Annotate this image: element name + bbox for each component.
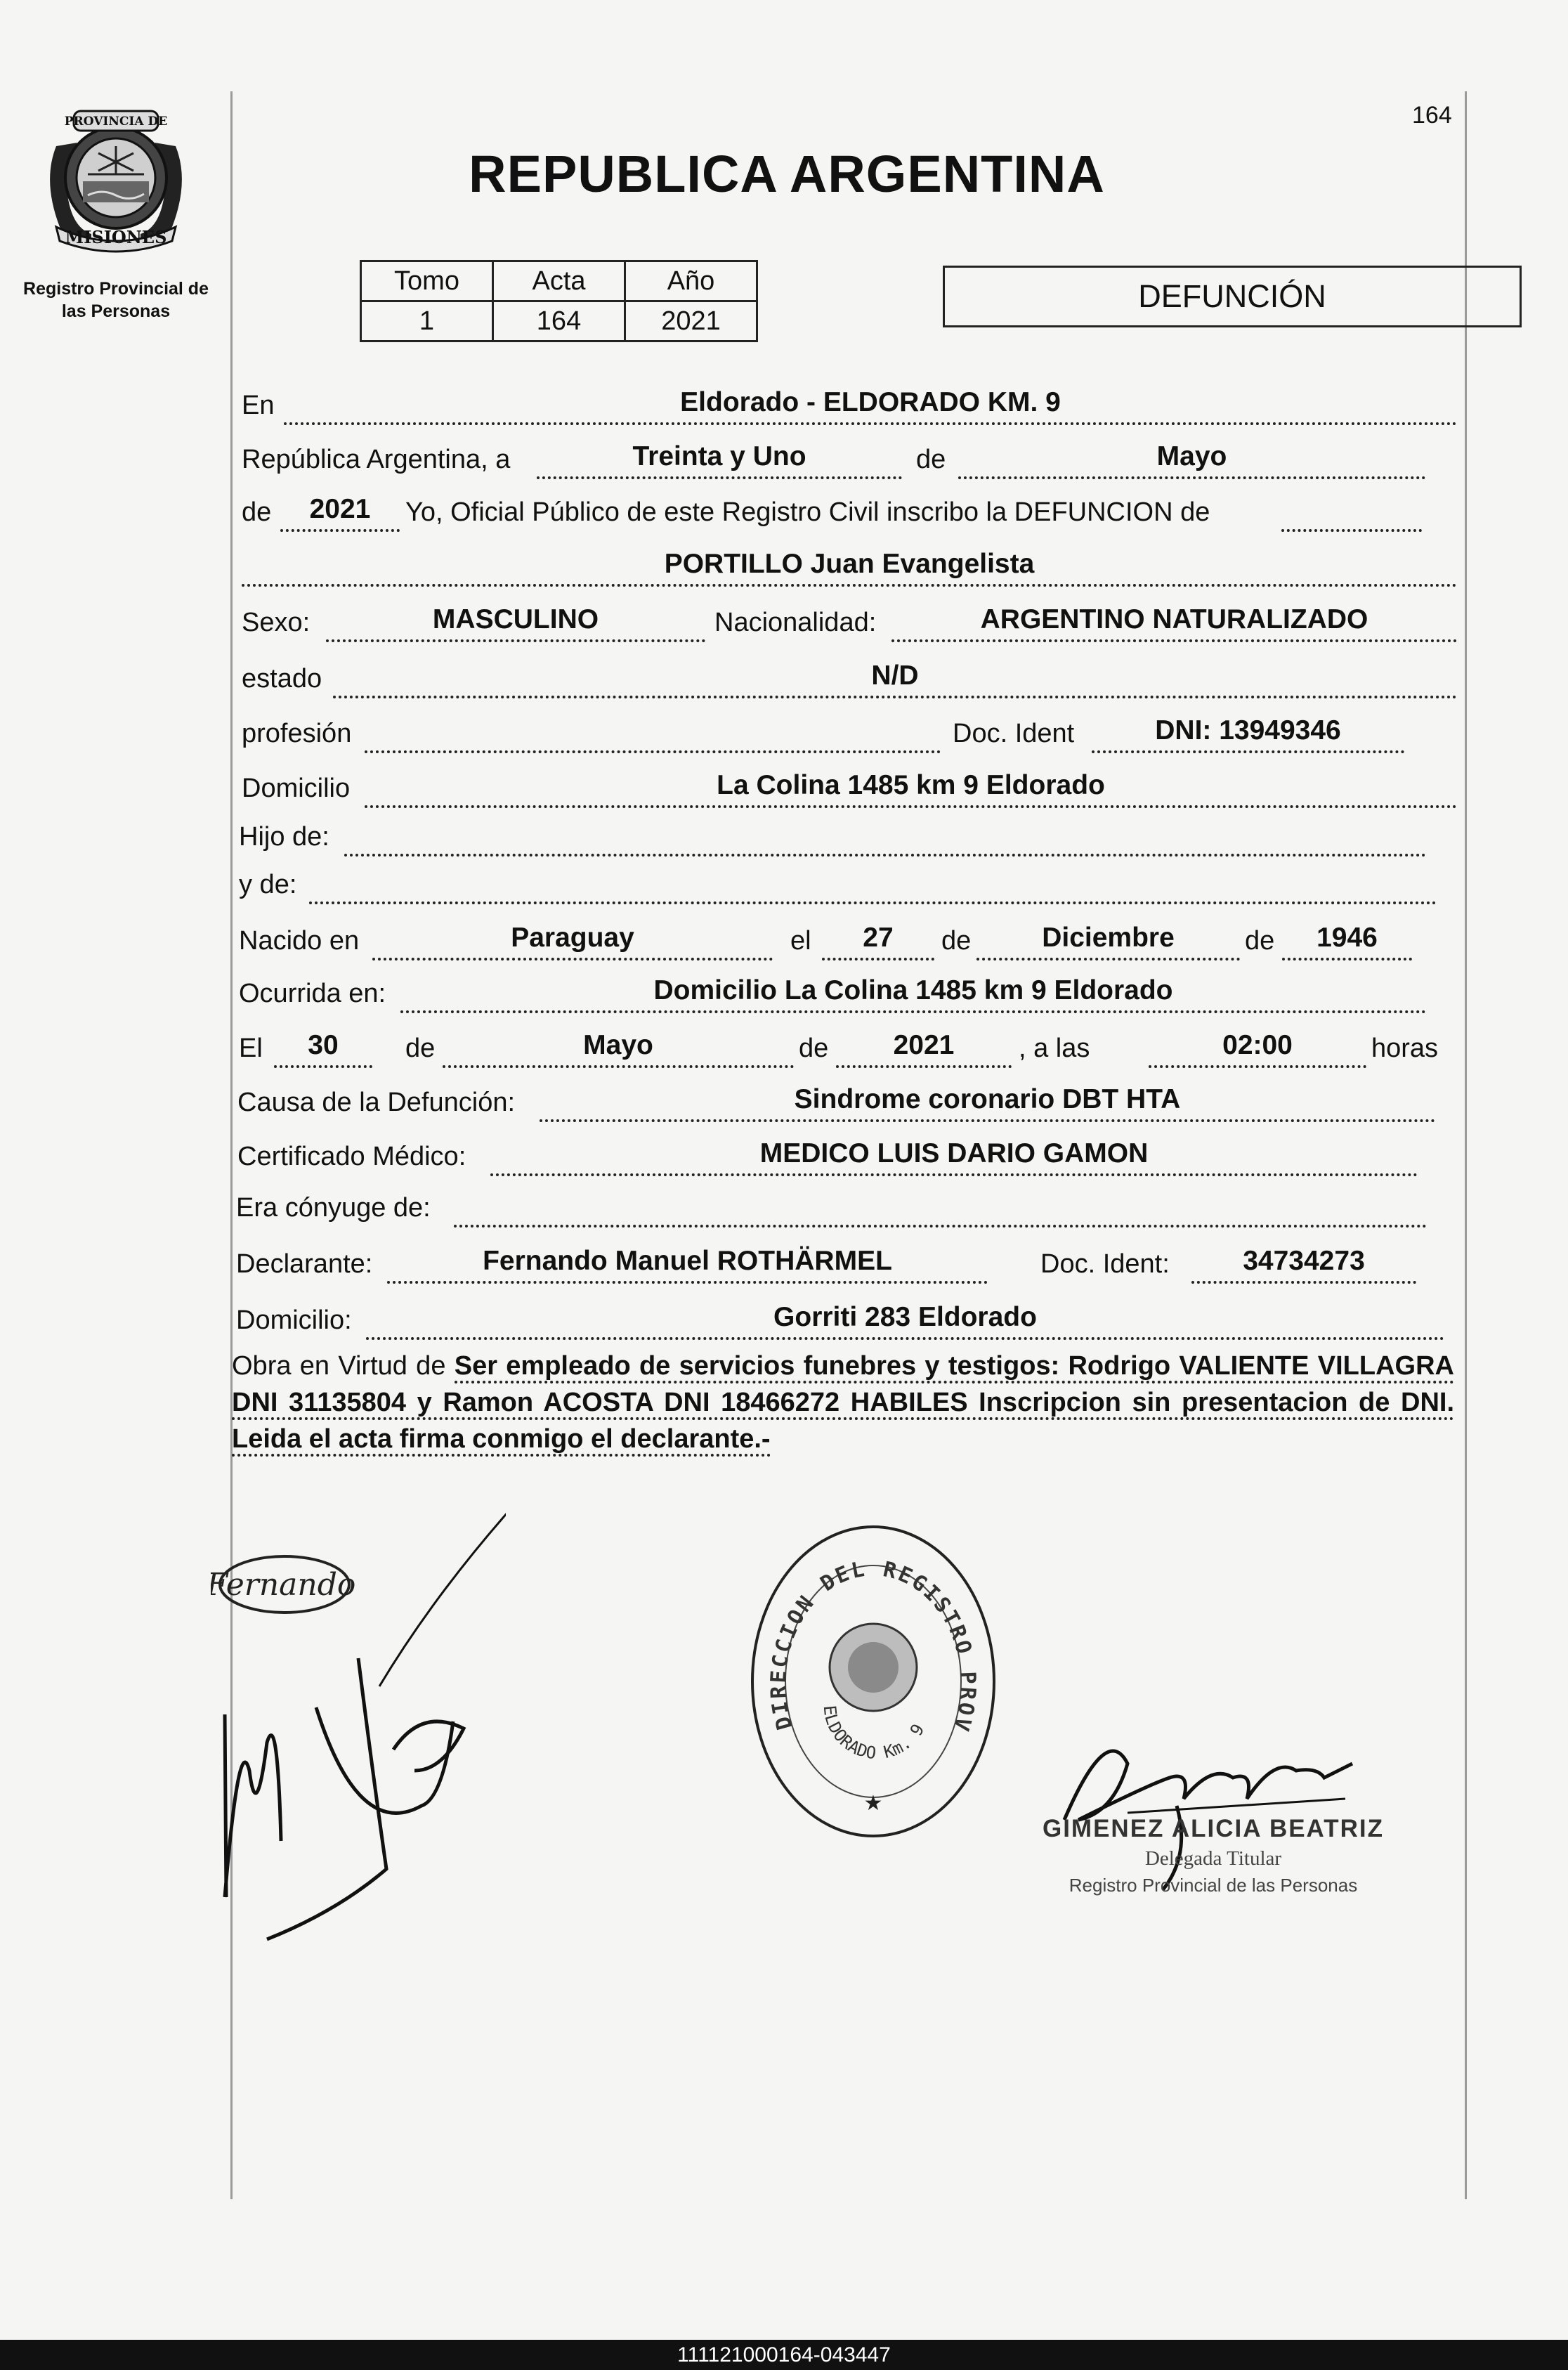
province-seal-logo: [35, 104, 197, 259]
alas-label: , a las: [1019, 1034, 1090, 1063]
domicilio-label: Domicilio: [242, 774, 351, 803]
death-time-field: [1149, 1031, 1366, 1068]
birth-day-field: [822, 924, 934, 961]
yde-label: y de:: [239, 870, 297, 899]
death-month-value: Mayo: [583, 1030, 653, 1060]
certificado-value: MEDICO LUIS DARIO GAMON: [759, 1138, 1149, 1168]
page-number: 164: [1412, 102, 1452, 129]
sexo-value: MASCULINO: [432, 604, 599, 634]
official-name: GIMENEZ ALICIA BEATRIZ: [1042, 1815, 1384, 1842]
row-certificado: [237, 1140, 1460, 1182]
row-decl-domicilio: [236, 1303, 1458, 1346]
value-acta: 164: [493, 301, 625, 341]
row-nacido: [239, 924, 1461, 966]
obra-text: Ser empleado de servicios funebres y testigos: Rodrigo VALIENTE VILLAGRA DNI 31135804 y Ramon ACOSTA DNI 18466272 HABILES Inscripcion sin presentacion de DNI. Leida el acta firma conmigo el declarante.-: [232, 1351, 1454, 1457]
profesion-label: profesión: [242, 719, 352, 748]
certificado-field: [490, 1140, 1418, 1176]
death-time-value: 02:00: [1222, 1030, 1293, 1060]
deceased-name-field: [242, 550, 1457, 587]
row-nombre: [242, 550, 1464, 592]
en-label: En: [242, 391, 275, 420]
registry-label: [11, 278, 221, 323]
ocurrida-value: Domicilio La Colina 1485 km 9 Eldorado: [653, 975, 1173, 1005]
row-fecha-defuncion: [239, 1031, 1461, 1074]
row-profesion: [242, 717, 1464, 759]
nacionalidad-field: [891, 606, 1457, 642]
doc-label: Doc. Ident: [953, 719, 1075, 748]
day-words-value: Treinta y Uno: [632, 441, 806, 471]
seal-text-top: PROVINCIA DE: [64, 115, 168, 129]
year-field: [280, 495, 400, 532]
document-title: REPUBLICA ARGENTINA: [469, 145, 1105, 203]
conyuge-label: Era cónyuge de:: [236, 1193, 431, 1223]
deceased-name-value: PORTILLO Juan Evangelista: [664, 549, 1035, 579]
birth-de-label: de: [941, 926, 972, 956]
estado-label: estado: [242, 664, 322, 694]
birth-year-value: 1946: [1317, 923, 1378, 953]
official-title: Delegada Titular: [1144, 1847, 1282, 1870]
row-domicilio: [242, 771, 1464, 814]
conyuge-field: [454, 1191, 1427, 1228]
republica-label: República Argentina, a: [242, 445, 511, 474]
obra-paragraph: [232, 1348, 1454, 1457]
death-day-value: 30: [308, 1030, 339, 1060]
declarante-value: Fernando Manuel ROTHÄRMEL: [483, 1246, 892, 1276]
month-field: [958, 443, 1425, 479]
ocurrida-label: Ocurrida en:: [239, 979, 386, 1008]
en-field: [284, 389, 1457, 425]
nacido-field: [372, 924, 773, 961]
causa-value: Sindrome coronario DBT HTA: [794, 1084, 1181, 1114]
causa-label: Causa de la Defunción:: [237, 1088, 516, 1117]
right-margin-line: [1465, 91, 1467, 2199]
row-estado: [242, 662, 1464, 704]
value-tomo: 1: [361, 301, 493, 341]
official-signature-block: [1027, 1815, 1399, 1896]
official-registry: Registro Provincial de las Personas: [1069, 1875, 1358, 1896]
declarant-signature: [211, 1476, 506, 1967]
decl-domicilio-field: [366, 1303, 1444, 1340]
death-year-field: [836, 1031, 1012, 1068]
el-label: el: [790, 926, 811, 956]
nacido-label: Nacido en: [239, 926, 360, 956]
header-tomo: Tomo: [361, 261, 493, 301]
row-yde: [239, 868, 1461, 910]
death-de2-label: de: [799, 1034, 829, 1063]
nacionalidad-value: ARGENTINO NATURALIZADO: [980, 604, 1368, 634]
doc-value: DNI: 13949346: [1155, 715, 1341, 745]
record-table: [360, 260, 758, 342]
header-ano: Año: [625, 261, 757, 301]
estado-value: N/D: [871, 660, 919, 691]
stamp-inner-textpath: ELDORADO Km. 9: [819, 1704, 929, 1764]
stamp-star-icon: ★: [863, 1792, 883, 1815]
record-type-box: DEFUNCIÓN: [943, 266, 1522, 327]
decl-domicilio-value: Gorriti 283 Eldorado: [773, 1302, 1037, 1332]
declarant-signature-text: Fernando: [211, 1567, 356, 1603]
de-label: de: [916, 445, 946, 474]
death-year-value: 2021: [893, 1030, 955, 1060]
row-causa: [237, 1086, 1460, 1128]
year-de-label: de: [242, 497, 272, 527]
registry-label-line2: las Personas: [61, 301, 171, 321]
year-value: 2021: [309, 494, 371, 524]
declarante-field: [387, 1247, 988, 1284]
causa-field: [540, 1086, 1435, 1122]
doc-field: [1092, 717, 1404, 753]
official-stamp: [743, 1516, 1003, 1847]
month-value: Mayo: [1156, 441, 1227, 471]
hijo-field: [344, 820, 1426, 857]
hijo-label: Hijo de:: [239, 822, 329, 852]
row-conyuge: [236, 1191, 1458, 1233]
day-words-field: [537, 443, 902, 479]
nacionalidad-label: Nacionalidad:: [714, 608, 877, 637]
profesion-field: [365, 717, 941, 753]
header-acta: Acta: [493, 261, 625, 301]
row-inscribo: [242, 495, 1464, 538]
certificado-label: Certificado Médico:: [237, 1142, 466, 1171]
birth-de2-label: de: [1245, 926, 1275, 956]
value-ano: 2021: [625, 301, 757, 341]
birth-day-value: 27: [863, 923, 894, 953]
stamp-outer-textpath: DIRECCION DEL REGISTRO PROV: [766, 1556, 981, 1736]
domicilio-field: [365, 771, 1457, 808]
ocurrida-field: [400, 977, 1426, 1013]
nacido-value: Paraguay: [511, 923, 634, 953]
death-month-field: [443, 1031, 794, 1068]
sexo-label: Sexo:: [242, 608, 311, 637]
intro-trailing-field: [1281, 495, 1422, 532]
stamp-inner-text: [820, 1705, 929, 1763]
row-sexo: [242, 606, 1464, 648]
birth-month-field: [976, 924, 1240, 961]
footer-barcode-bar: 111121000164-043447: [0, 2340, 1568, 2370]
row-hijo: [239, 820, 1461, 862]
domicilio-value: La Colina 1485 km 9 Eldorado: [717, 770, 1105, 800]
row-fecha: [242, 443, 1464, 485]
decl-doc-label: Doc. Ident:: [1040, 1249, 1170, 1279]
estado-field: [333, 662, 1457, 698]
row-declarante: [236, 1247, 1458, 1289]
decl-doc-value: 34734273: [1243, 1246, 1365, 1276]
death-de-label: de: [405, 1034, 436, 1063]
obra-label: Obra en Virtud de: [232, 1351, 446, 1381]
decl-domicilio-label: Domicilio:: [236, 1306, 352, 1335]
declarante-label: Declarante:: [236, 1249, 373, 1279]
seal-text-bottom: MISIONES: [65, 227, 167, 247]
birth-month-value: Diciembre: [1042, 923, 1175, 953]
row-en: [242, 389, 1464, 431]
decl-doc-field: [1191, 1247, 1416, 1284]
yde-field: [309, 868, 1437, 904]
row-ocurrida: [239, 977, 1461, 1019]
death-day-field: [274, 1031, 372, 1068]
el2-label: El: [239, 1034, 263, 1063]
intro-text: Yo, Oficial Público de este Registro Civil inscribo la DEFUNCION de: [405, 497, 1210, 527]
birth-year-field: [1282, 924, 1412, 961]
registry-label-line1: Registro Provincial de: [23, 279, 209, 299]
sexo-field: [326, 606, 705, 642]
en-value: Eldorado - ELDORADO KM. 9: [680, 387, 1061, 417]
horas-label: horas: [1371, 1034, 1439, 1063]
